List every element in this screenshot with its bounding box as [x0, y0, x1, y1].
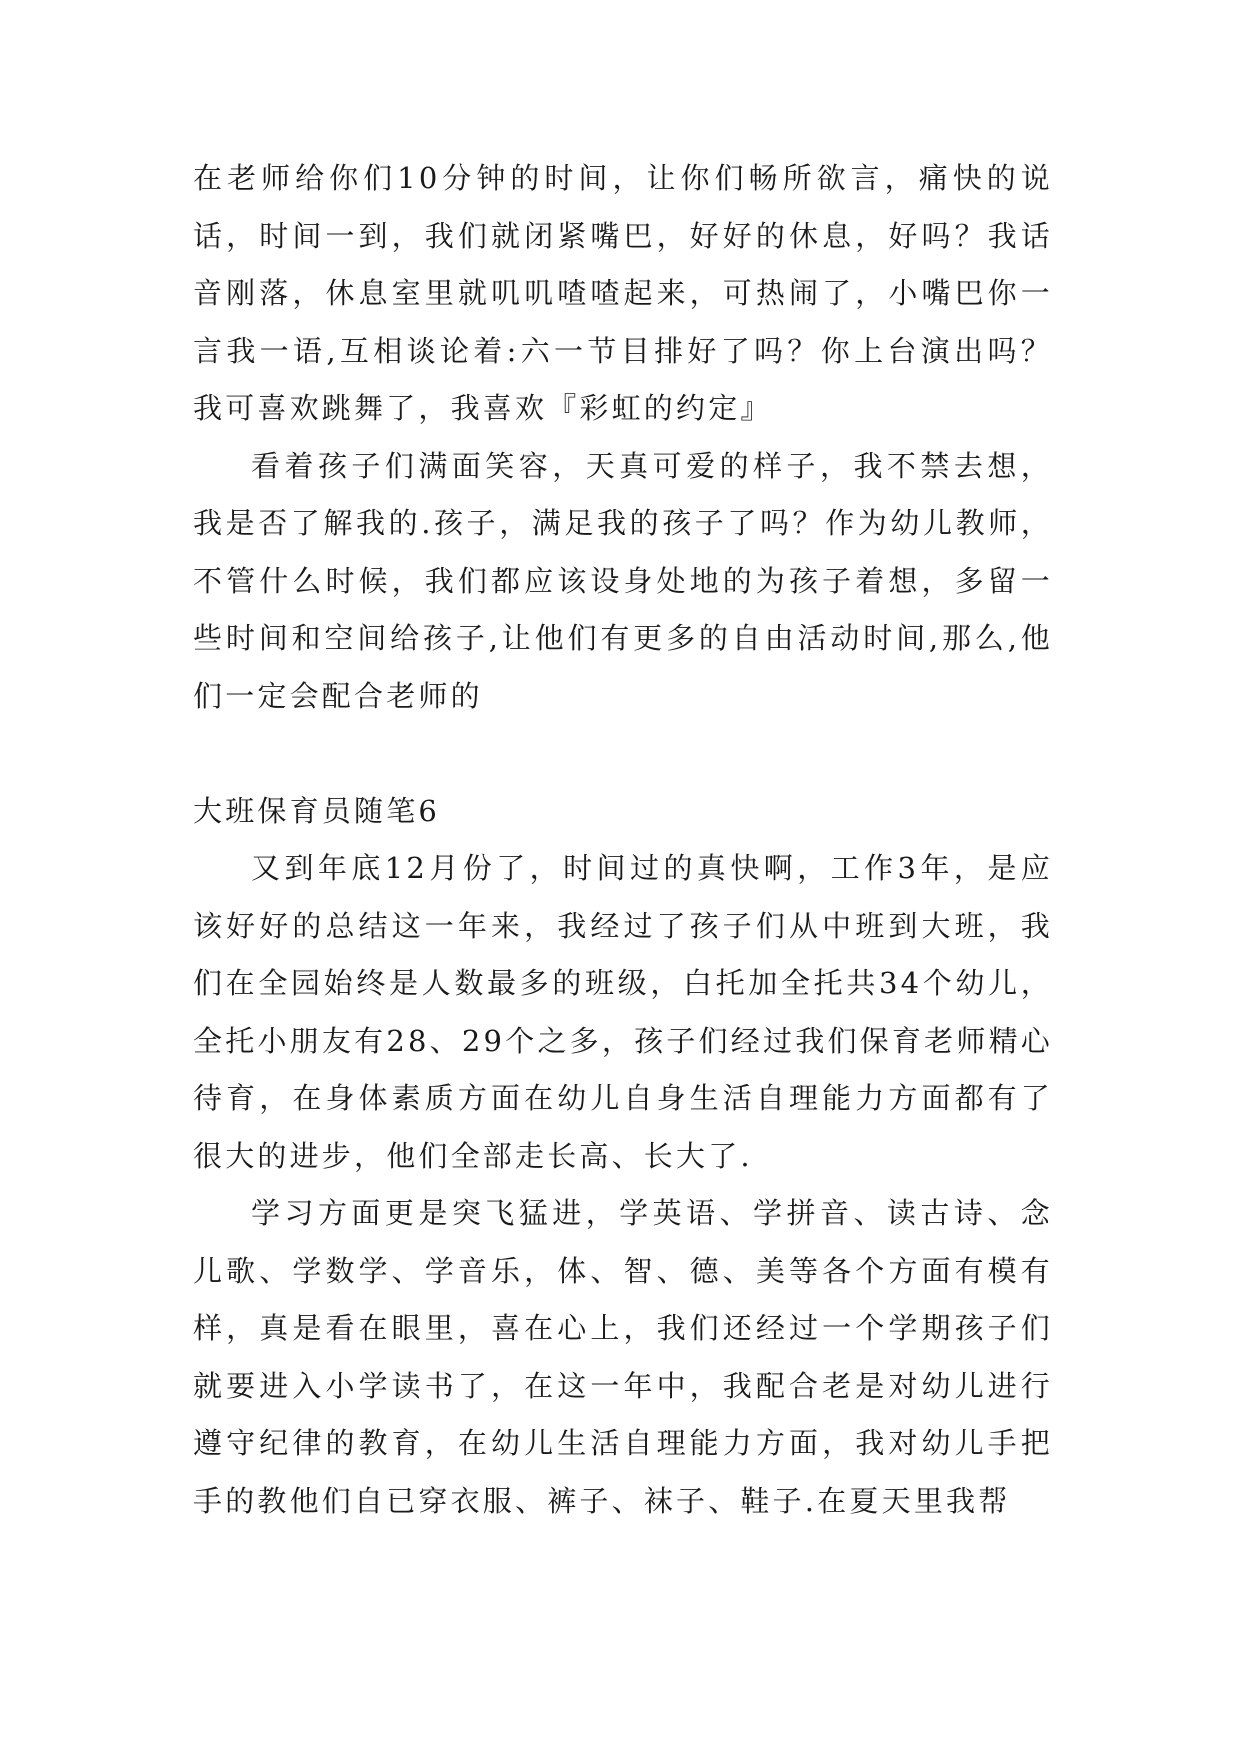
paragraph: 又到年底12月份了，时间过的真快啊，工作3年，是应该好好的总结这一年来，我经过了孩子们从中班到大班，我们在全园始终是人数最多的班级，白托加全托共34个幼儿，全托小朋友有28、29个之多，孩子们经过我们保育老师精心待育，在身体素质方面在幼儿自身生活自理能力方面都有了很大的进步，他们全部走长高、长大了. — [193, 851, 1053, 1173]
section-gap — [193, 725, 1053, 783]
section-title: 大班保育员随笔6 — [193, 793, 441, 828]
paragraph-continued: 在老师给你们10分钟的时间，让你们畅所欲言，痛快的说话，时间一到，我们就闭紧嘴巴，好好的休息，好吗？我话音刚落，休息室里就叽叽喳喳起来，可热闹了，小嘴巴你一言我一语,互相谈论着:六一节目排好了吗？你上台演出吗？我可喜欢跳舞了，我喜欢『彩虹的约定』 — [193, 161, 1053, 425]
paragraph: 学习方面更是突飞猛进，学英语、学拼音、读古诗、念儿歌、学数学、学音乐，体、智、德、美等各个方面有模有样，真是看在眼里，喜在心上，我们还经过一个学期孩子们就要进入小学读书了，在这一年中，我配合老是对幼儿进行遵守纪律的教育，在幼儿生活自理能力方面，我对幼儿手把手的教他们自已穿衣服、裤子、袜子、鞋子.在夏天里我帮 — [193, 1196, 1053, 1518]
paragraph: 看着孩子们满面笑容，天真可爱的样子，我不禁去想，我是否了解我的.孩子，满足我的孩子了吗？作为幼儿教师，不管什么时候，我们都应该设身处地的为孩子着想，多留一些时间和空间给孩子,让他们有更多的自由活动时间,那么,他们一定会配合老师的 — [193, 448, 1053, 713]
document-body — [193, 150, 1053, 1530]
